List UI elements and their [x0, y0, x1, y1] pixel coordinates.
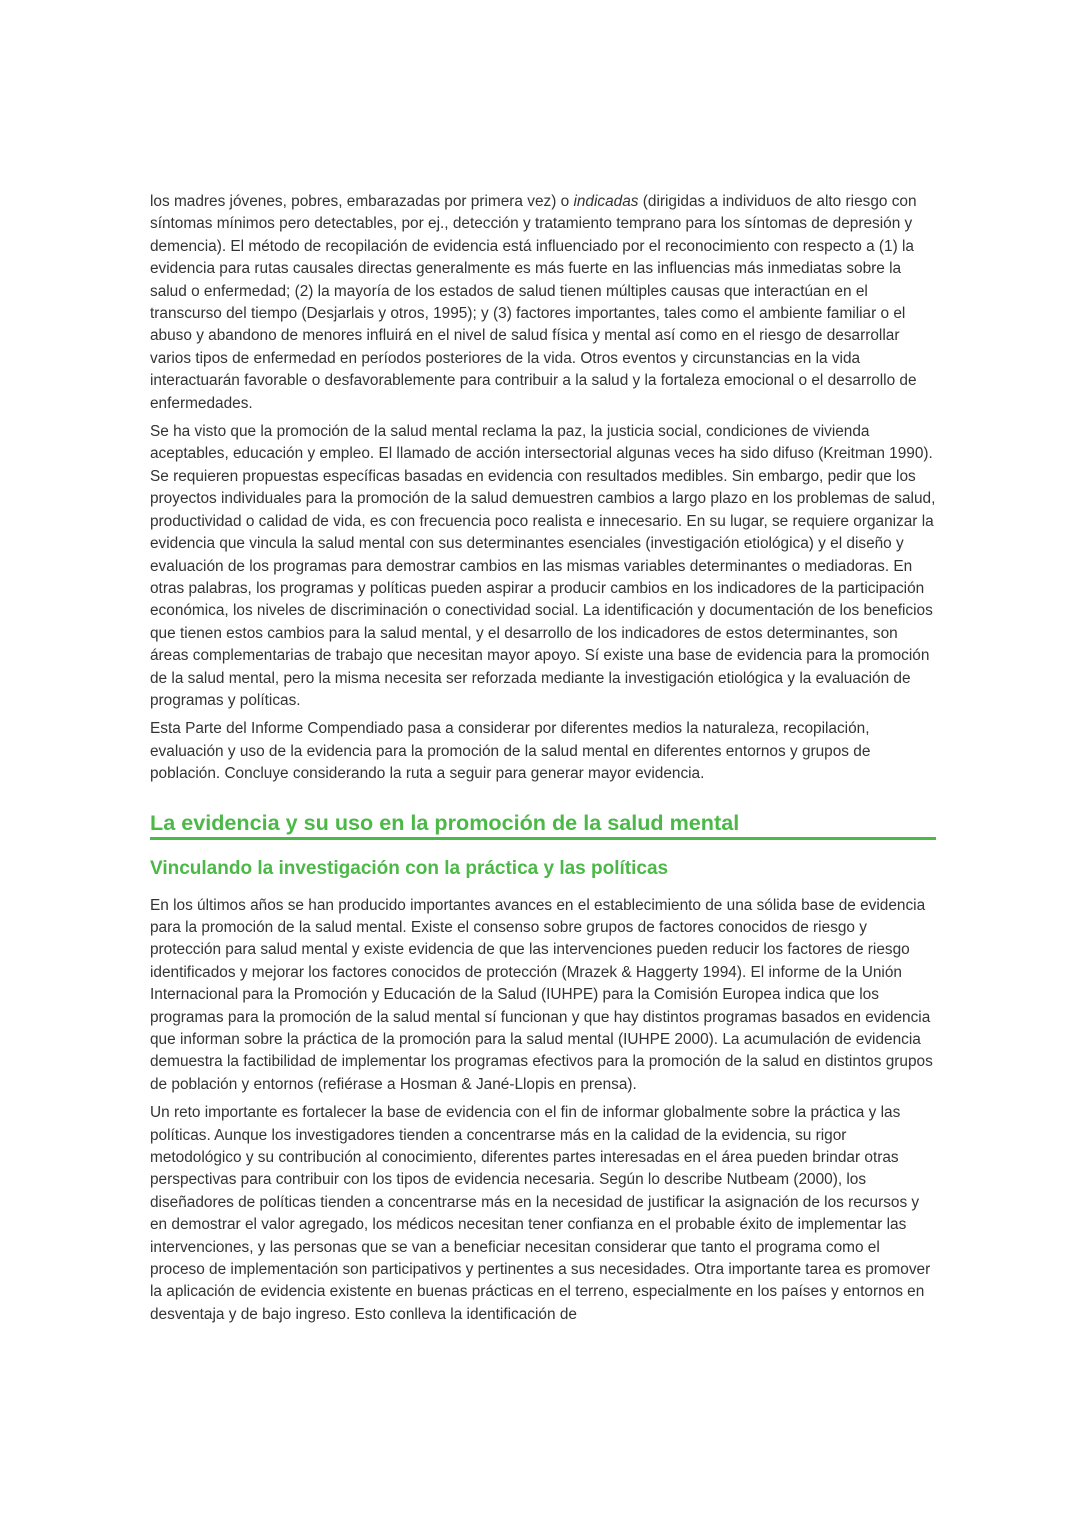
- document-page: [150, 191, 936, 1332]
- paragraph-1-text-a: los madres jóvenes, pobres, embarazadas por primera vez) o: [150, 193, 574, 210]
- paragraph-3: Esta Parte del Informe Compendiado pasa a considerar por diferentes medios la naturaleza, recopilación, evaluación y uso de la evidencia para la promoción de la salud mental en diferentes entornos y grupos de población. Concluye considerando la ruta a seguir para generar mayor evidencia.: [150, 720, 871, 783]
- section-heading: La evidencia y su uso en la promoción de la salud mental: [150, 809, 936, 840]
- paragraph-1-italic-term: indicadas: [573, 193, 639, 210]
- paragraph-2: Se ha visto que la promoción de la salud mental reclama la paz, la justicia social, condiciones de vivienda aceptables, educación y empleo. El llamado de acción intersectorial algunas veces ha sido difuso (Kreitman 1990). Se requieren propuestas específicas basadas en evidencia con resultados medibles. Sin embargo, pedir que los proyectos individuales para la promoción de la salud demuestren cambios a largo plazo en los problemas de salud, productividad o calidad de vida, es con frecuencia poco realista e innecesario. En su lugar, se requiere organizar la evidencia que vincula la salud mental con sus determinantes esenciales (investigación etiológica) y el diseño y evaluación de los programas para demostrar cambios en las mismas variables determinantes o mediadoras. En otras palabras, los programas y políticas pueden aspirar a producir cambios en los indicadores de la participación económica, los niveles de discriminación o conectividad social. La identificación y documentación de los beneficios que tienen estos cambios para la salud mental, y el desarrollo de los indicadores de estos determinantes, son áreas complementarias de trabajo que necesitan mayor apoyo. Sí existe una base de evidencia para la promoción de la salud mental, pero la misma necesita ser reforzada mediante la investigación etiológica y la evaluación de programas y políticas.: [150, 423, 936, 709]
- paragraph-4: En los últimos años se han producido importantes avances en el establecimiento de una sólida base de evidencia para la promoción de la salud mental. Existe el consenso sobre grupos de factores conocidos de riesgo y protección para salud mental y existe evidencia de que las intervenciones pueden reducir los factores de riesgo identificados y mejorar los factores conocidos de protección (Mrazek & Haggerty 1994). El informe de la Unión Internacional para la Promoción y Educación de la Salud (IUHPE) para la Comisión Europea indica que los programas para la promoción de la salud mental sí funcionan y que hay distintos programas basados en evidencia que informan sobre la práctica de la promoción para la salud mental (IUHPE 2000). La acumulación de evidencia demuestra la factibilidad de implementar los programas efectivos para la promoción de la salud en distintos grupos de población y entornos (refiérase a Hosman & Jané-Llopis en prensa).: [150, 896, 933, 1093]
- section-subheading: Vinculando la investigación con la práctica y las políticas: [150, 857, 669, 879]
- paragraph-1: [150, 191, 936, 415]
- paragraph-1-text-b: (dirigidas a individuos de alto riesgo con síntomas mínimos pero detectables, por ej., detección y tratamiento temprano para los síntomas de depresión y demencia). El método de recopilación de evidencia está influenciado por el reconocimiento con respecto a (1) la evidencia para rutas causales directas generalmente es más fuerte en las influencias más inmediatas sobre la salud o enfermedad; (2) la mayoría de los estados de salud tienen múltiples causas que interactúan en el transcurso del tiempo (Desjarlais y otros, 1995); y (3) factores importantes, tales como el ambiente familiar o el abuso y abandono de menores influirá en el nivel de salud física y mental así como en el riesgo de desarrollar varios tipos de enfermedad en períodos posteriores de la vida. Otros eventos y circunstancias en la vida interactuarán favorable o desfavorablemente para contribuir a la salud y la fortaleza emocional o el desarrollo de enfermedades.: [150, 193, 917, 412]
- paragraph-5: Un reto importante es fortalecer la base de evidencia con el fin de informar globalmente sobre la práctica y las políticas. Aunque los investigadores tienden a concentrarse más en la calidad de la evidencia, su rigor metodológico y su contribución al conocimiento, diferentes partes interesadas en el área pueden brindar otras perspectivas para contribuir con los tipos de evidencia necesaria. Según lo describe Nutbeam (2000), los diseñadores de políticas tienden a concentrarse más en la necesidad de justificar la asignación de los recursos y en demostrar el valor agregado, los médicos necesitan tener confianza en el probable éxito de implementar las intervenciones, y las personas que se van a beneficiar necesitan considerar que tanto el programa como el proceso de implementación son participativos y pertinentes a sus necesidades. Otra importante tarea es promover la aplicación de evidencia existente en buenas prácticas en el terreno, especialmente en los países y entornos en desventaja y de bajo ingreso. Esto conlleva la identificación de: [150, 1104, 931, 1323]
